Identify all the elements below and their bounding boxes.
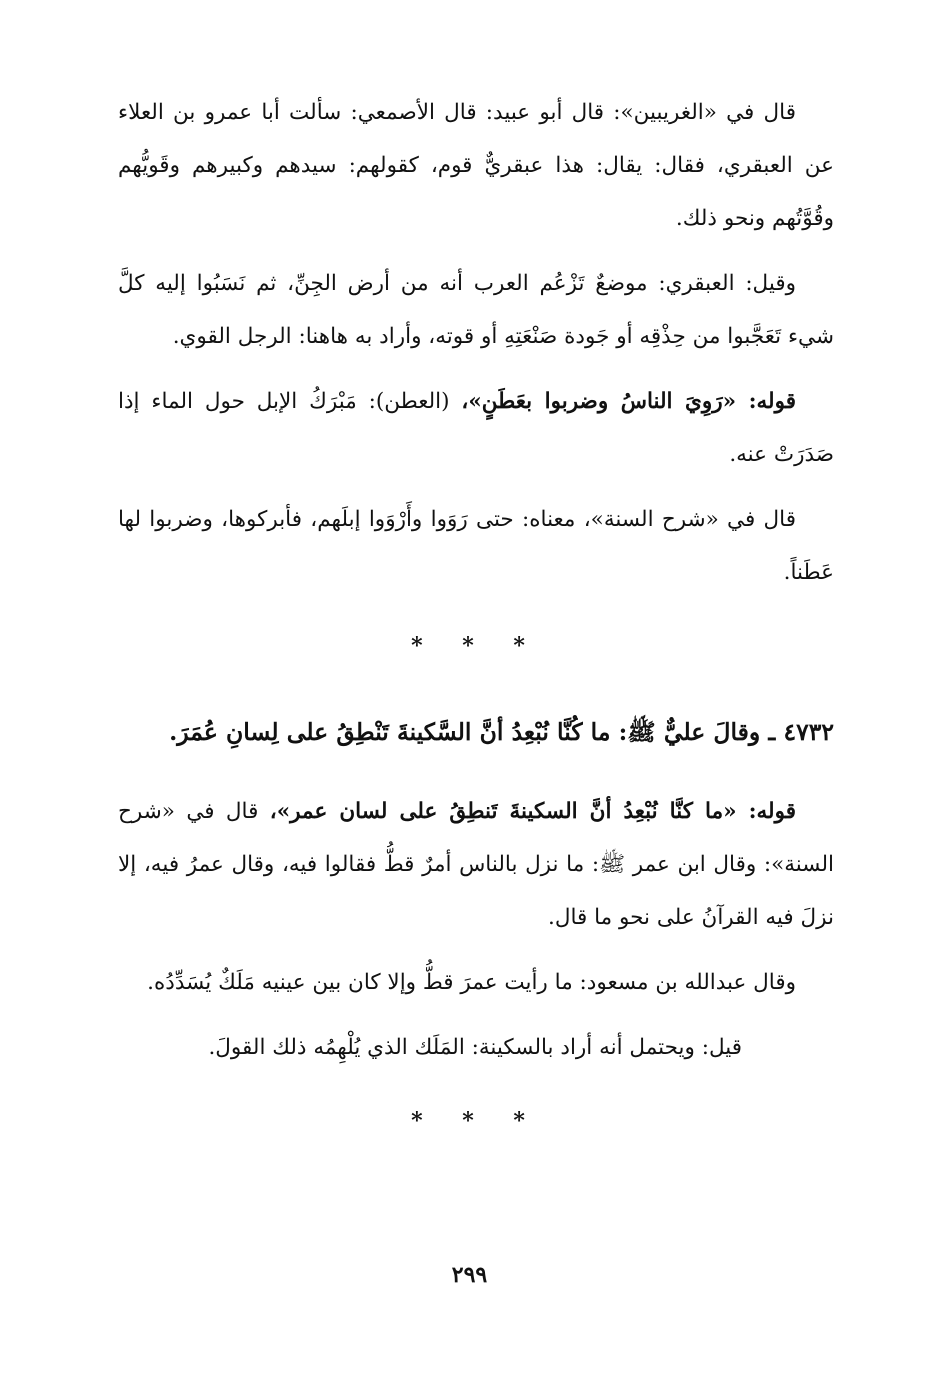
- paragraph-sharh-sunnah: قال في «شرح السنة»، معناه: حتى رَوَوا وأَرْوَوا إبلَهم، فأبركوها، وضربوا لها عَطَناً.: [118, 507, 834, 585]
- page-number: ٢٩٩: [451, 1262, 488, 1288]
- paragraph-gharibayn: قال في «الغريبين»: قال أبو عبيد: قال الأصمعي: سألت أبا عمرو بن العلاء عن العبقري، فقال: يقال: هذا عبقريٌّ قوم، كقولهم: سيدهم وكبيرهم وقَويُّهم وقُوَّتُهم ونحو ذلك.: [118, 100, 834, 231]
- quoted-phrase-atan: قوله: «رَوِيَ الناسُ وضربوا بعَطَنٍ»،: [461, 389, 796, 414]
- paragraph-sakinah: [118, 785, 834, 944]
- paragraph-qila: قيل: ويحتمل أنه أراد بالسكينة: المَلَك الذي يُلْهِمُه ذلك القولَ.: [208, 1035, 742, 1060]
- hadith-4732: ٤٧٣٢ ـ وقالَ عليٌّ ﷺ: ما كُنَّا نُبْعِدُ أنَّ السَّكينةَ تَنْطِقُ على لِسانِ عُمَرَ.: [169, 718, 834, 746]
- paragraph-abqari: وقيل: العبقري: موضعٌ تَزْعُم العرب أنه من أرض الجِنِّ، ثم نَسَبُوا إليه كلَّ شيء تَعَجَّبوا من حِذْقِه أو جَودة صَنْعَتِهِ أو قوته، وأراد به هاهنا: الرجل القوي.: [118, 271, 834, 349]
- paragraph-ibn-masud: وقال عبدالله بن مسعود: ما رأيت عمرَ قطُّ وإلا كان بين عينيه مَلَكٌ يُسَدِّدُه.: [147, 970, 796, 995]
- section-separator: * * *: [411, 633, 541, 659]
- page-body: [118, 86, 834, 1168]
- paragraph-atan: [118, 375, 834, 481]
- quoted-phrase-sakinah: قوله: «ما كنَّا نُبْعِدُ أنَّ السكينةَ تَنطِقُ على لسان عمر»،: [269, 799, 796, 824]
- section-separator-end: * * *: [411, 1108, 541, 1134]
- paragraph-sakinah-text: قال في «شرح السنة»: وقال ابن عمر ﷺ: ما نزل بالناس أمرٌ قطُّ فقالوا فيه، وقال عمرُ فيه، إلا نزلَ فيه القرآنُ على نحو ما قال.: [118, 799, 834, 930]
- paragraph-atan-text: (العطن): مَبْرَكُ الإبل حول الماء إذا صَدَرَتْ عنه.: [118, 389, 834, 467]
